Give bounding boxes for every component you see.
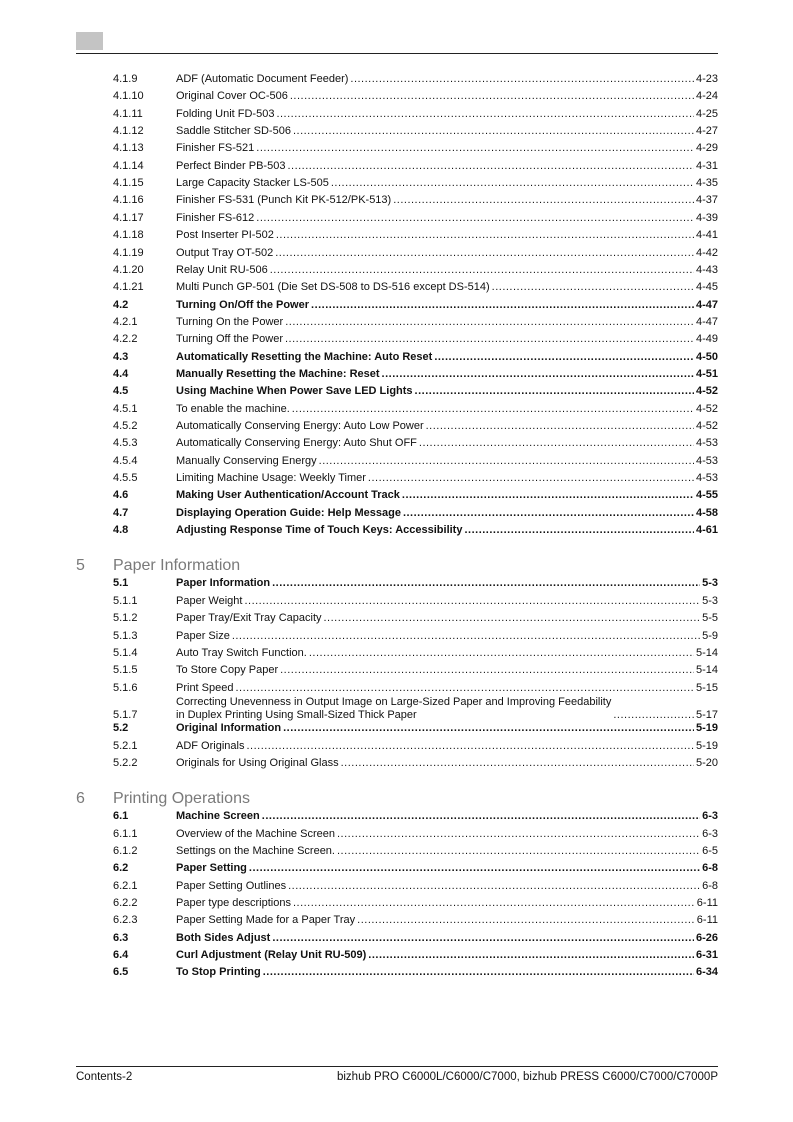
toc-entry-page: 4-61: [695, 524, 718, 537]
toc-entry-page: 4-50: [695, 350, 718, 363]
toc-entry-number: 5.1: [113, 577, 129, 590]
toc-entry-title: Print Speed: [176, 681, 234, 694]
toc-entry-page: 5-9: [702, 629, 718, 642]
toc-entry-number: 4.5: [113, 385, 129, 398]
toc-leader-dots: [415, 385, 694, 398]
toc-entry-page: 5-15: [695, 681, 718, 694]
toc-entry-title: Output Tray OT-502: [176, 246, 274, 259]
toc-leader-dots: [368, 472, 694, 485]
toc-entry-title: Machine Screen: [176, 810, 260, 823]
toc-entry-page: 5-19: [695, 722, 718, 735]
toc-entry[interactable]: [113, 897, 718, 910]
toc-entry-title: Saddle Stitcher SD-506: [176, 125, 291, 138]
toc-entry-title: Adjusting Response Time of Touch Keys: Accessibility: [176, 524, 463, 537]
toc-leader-dots: [285, 333, 694, 346]
toc-entry-title: Paper type descriptions: [176, 897, 291, 910]
toc-entry-number: 6.1: [113, 810, 129, 823]
toc-entry[interactable]: [113, 264, 718, 277]
toc-entry-number: 4.1.13: [113, 142, 144, 155]
toc-leader-dots: [464, 524, 694, 537]
toc-entry-title: Paper Information: [176, 577, 271, 590]
toc-entry-number: 4.7: [113, 506, 129, 519]
toc-leader-dots: [256, 142, 694, 155]
toc-entry[interactable]: [113, 281, 718, 294]
toc-entry-page: 6-8: [702, 862, 718, 875]
toc-entry[interactable]: [113, 949, 718, 962]
toc-leader-dots: [402, 489, 694, 502]
toc-entry-number: 5.2.2: [113, 756, 138, 769]
chapter-title: Printing Operations: [113, 790, 250, 808]
toc-entry-page: 6-26: [695, 931, 718, 944]
toc-entry-title-line2: in Duplex Printing Using Small-Sized Thick Paper: [176, 708, 417, 721]
toc-entry-number: 6.3: [113, 931, 129, 944]
toc-entry-title: Finisher FS-531 (Punch Kit PK-512/PK-513): [176, 194, 392, 207]
toc-entry[interactable]: [113, 845, 718, 858]
toc-entry[interactable]: [113, 577, 718, 590]
toc-leader-dots: [276, 229, 694, 242]
toc-entry-title: Making User Authentication/Account Track: [176, 489, 400, 502]
toc-entry[interactable]: [113, 612, 718, 625]
toc-entry-page: 4-47: [695, 298, 718, 311]
toc-entry[interactable]: [113, 351, 718, 364]
toc-entry-page: 4-51: [695, 367, 718, 380]
toc-entry-number: 4.1.21: [113, 281, 144, 294]
toc-entry-page: 4-24: [695, 90, 718, 103]
toc-entry[interactable]: [113, 664, 718, 677]
toc-entry[interactable]: [113, 880, 718, 893]
toc-entry-title-line2-wrap: [176, 709, 611, 722]
toc-entry-page: 4-27: [695, 125, 718, 138]
toc-entry-page: 4-39: [695, 211, 718, 224]
toc-entry-page: 6-31: [695, 949, 718, 962]
toc-entry[interactable]: [113, 420, 718, 433]
toc-leader-dots: [293, 125, 694, 138]
toc-entry-number: 6.5: [113, 966, 129, 979]
toc-entry-title: Paper Setting Outlines: [176, 879, 287, 892]
toc-entry-title: To enable the machine.: [176, 402, 290, 415]
toc-entry-title: Turning Off the Power: [176, 333, 283, 346]
toc-entry[interactable]: [113, 682, 718, 695]
toc-entry-number: 4.4: [113, 367, 129, 380]
toc-entry-page: 4-52: [695, 420, 718, 432]
toc-entry-page: 5-14: [695, 664, 718, 677]
header-rule: [76, 53, 718, 54]
toc-entry[interactable]: [113, 437, 718, 450]
toc-entry-title: Large Capacity Stacker LS-505: [176, 177, 329, 190]
toc-entry-title: Correcting Unevenness in Output Image on Large-Sized Paper and Improving Feedability: [176, 695, 612, 708]
toc-entry[interactable]: [113, 455, 718, 468]
toc-entry[interactable]: [113, 647, 718, 660]
toc-entry[interactable]: [113, 368, 718, 381]
toc-leader-dots: [613, 709, 694, 722]
toc-entry[interactable]: [113, 810, 718, 823]
toc-entry-number: 5.1.7: [113, 708, 138, 721]
toc-leader-dots: [393, 194, 694, 207]
toc-entry-page: 4-49: [695, 333, 718, 346]
toc-entry-number: 5.1.6: [113, 681, 138, 694]
toc-entry-number: 4.3: [113, 350, 129, 363]
toc-entry[interactable]: [113, 229, 718, 242]
toc-entry[interactable]: [113, 316, 718, 329]
toc-entry[interactable]: [113, 757, 718, 770]
toc-entry[interactable]: [113, 247, 718, 260]
toc-leader-dots: [331, 177, 694, 190]
toc-entry-title: Curl Adjustment (Relay Unit RU-509): [176, 949, 367, 962]
toc-leader-dots: [426, 420, 694, 433]
toc-entry-page: 5-19: [695, 739, 718, 752]
toc-entry-page: 5-3: [702, 594, 718, 607]
toc-entry-title: Manually Resetting the Machine: Reset: [176, 367, 380, 380]
toc-leader-dots: [324, 612, 701, 625]
toc-leader-dots: [287, 160, 694, 173]
toc-entry-number: 4.1.9: [113, 73, 138, 85]
toc-entry-number: 4.1.17: [113, 211, 144, 224]
toc-entry-page: 4-31: [695, 159, 718, 172]
toc-entry-title: Automatically Resetting the Machine: Auto Reset: [176, 350, 433, 363]
toc-entry-page: 5-3: [702, 577, 718, 590]
toc-entry-number: 4.8: [113, 524, 129, 537]
toc-entry-title: Paper Weight: [176, 594, 243, 607]
toc-entry-number: 4.2.2: [113, 333, 138, 346]
chapter-number: 6: [76, 790, 85, 808]
toc-entry-number: 5.2.1: [113, 739, 138, 752]
toc-entry[interactable]: [113, 932, 718, 945]
toc-leader-dots: [311, 299, 694, 312]
toc-entry[interactable]: [113, 108, 718, 121]
toc-entry-number: 5.1.3: [113, 629, 138, 642]
toc-leader-dots: [283, 722, 694, 735]
toc-entry[interactable]: [113, 177, 718, 190]
toc-entry-title: ADF (Automatic Document Feeder): [176, 73, 349, 85]
toc-entry-page: 4-53: [695, 472, 718, 485]
toc-entry-page: 4-55: [695, 489, 718, 502]
toc-entry[interactable]: [113, 212, 718, 225]
toc-entry[interactable]: [113, 90, 718, 103]
toc-entry[interactable]: [113, 740, 718, 753]
toc-leader-dots: [419, 437, 694, 450]
toc-entry[interactable]: [113, 333, 718, 346]
toc-entry[interactable]: [113, 524, 718, 537]
toc-entry-title: Finisher FS-521: [176, 142, 255, 155]
toc-leader-dots: [244, 595, 700, 608]
toc-leader-dots: [276, 108, 694, 121]
toc-entry[interactable]: [113, 73, 718, 86]
chapter-number: 5: [76, 557, 85, 575]
toc-entry[interactable]: [113, 489, 718, 502]
toc-entry[interactable]: [113, 142, 718, 155]
toc-entry-page: 6-11: [696, 897, 718, 910]
chapter-heading: [76, 790, 716, 808]
toc-entry-title: Turning On/Off the Power: [176, 298, 310, 311]
toc-leader-dots: [246, 740, 694, 753]
toc-leader-dots: [341, 757, 694, 770]
toc-leader-dots: [382, 368, 694, 381]
footer-product-name: bizhub PRO C6000L/C6000/C7000, bizhub PRESS C6000/C7000/C7000P: [336, 1071, 718, 1083]
toc-entry-title: To Store Copy Paper: [176, 664, 279, 677]
toc-entry-number: 4.2.1: [113, 315, 138, 328]
toc-leader-dots: [249, 862, 700, 875]
toc-entry-page: 4-25: [695, 107, 718, 120]
toc-leader-dots: [337, 845, 700, 858]
toc-entry-title: Folding Unit FD-503: [176, 107, 275, 120]
toc-entry-page: 4-58: [695, 506, 718, 519]
toc-leader-dots: [368, 949, 694, 962]
toc-entry[interactable]: [113, 914, 718, 927]
toc-entry-title: Perfect Binder PB-503: [176, 159, 286, 172]
toc-entry-number: 6.2.2: [113, 897, 138, 910]
toc-leader-dots: [319, 455, 694, 468]
toc-entry-page: 5-14: [695, 646, 718, 659]
toc-leader-dots: [288, 880, 700, 893]
toc-entry-number: 5.1.5: [113, 664, 138, 677]
toc-entry-number: 6.4: [113, 949, 129, 962]
toc-entry[interactable]: [113, 194, 718, 207]
toc-entry-number: 4.1.10: [113, 90, 144, 103]
toc-leader-dots: [292, 403, 694, 416]
toc-entry-title: Paper Tray/Exit Tray Capacity: [176, 612, 322, 625]
toc-leader-dots: [263, 966, 694, 979]
toc-entry[interactable]: [113, 966, 718, 979]
toc-entry-number: 5.1.1: [113, 594, 138, 607]
toc-entry[interactable]: [113, 595, 718, 608]
toc-entry-number: 4.5.3: [113, 437, 138, 450]
toc-entry-title: Original Information: [176, 722, 282, 735]
toc-entry-number: 4.5.5: [113, 472, 138, 485]
toc-entry-number: 4.1.11: [113, 107, 143, 120]
toc-entry-title: Automatically Conserving Energy: Auto Shut OFF: [176, 437, 417, 450]
toc-leader-dots: [350, 73, 694, 86]
toc-entry-page: 4-41: [695, 229, 718, 242]
toc-entry[interactable]: [113, 696, 718, 722]
toc-entry-number: 5.1.4: [113, 646, 138, 659]
toc-leader-dots: [280, 664, 694, 677]
toc-entry[interactable]: [113, 125, 718, 138]
toc-entry[interactable]: [113, 862, 718, 875]
toc-entry-page: 5-17: [695, 708, 718, 721]
toc-entry-page: 4-47: [695, 315, 718, 328]
chapter-title: Paper Information: [113, 557, 241, 575]
toc-entry-number: 4.5.4: [113, 454, 138, 467]
toc-entry-page: 5-20: [695, 756, 718, 769]
toc-entry-title: Automatically Conserving Energy: Auto Low Power: [176, 420, 424, 432]
toc-entry-number: 5.2: [113, 722, 129, 735]
toc-leader-dots: [235, 682, 693, 695]
toc-entry-page: 6-11: [696, 914, 718, 927]
toc-entry-title: Limiting Machine Usage: Weekly Timer: [176, 472, 366, 485]
toc-entry-title: Original Cover OC-506: [176, 90, 288, 103]
toc-entry-title: To Stop Printing: [176, 966, 261, 979]
toc-leader-dots: [293, 897, 695, 910]
toc-leader-dots: [232, 630, 700, 643]
toc-leader-dots: [272, 577, 700, 590]
toc-entry-number: 6.2: [113, 862, 129, 875]
toc-entry-title: Originals for Using Original Glass: [176, 756, 339, 769]
toc-entry[interactable]: [113, 507, 718, 520]
toc-entry-page: 4-43: [695, 263, 718, 276]
toc-entry[interactable]: [113, 828, 718, 841]
footer-rule: [76, 1066, 718, 1067]
chapter-heading: [76, 557, 716, 575]
toc-entry-title: Both Sides Adjust: [176, 931, 271, 944]
toc-entry-page: 4-45: [695, 281, 718, 294]
toc-entry-page: 6-5: [702, 845, 718, 857]
toc-entry-title: Finisher FS-612: [176, 211, 255, 224]
toc-entry-page: 4-42: [695, 246, 718, 259]
toc-entry-number: 4.1.18: [113, 229, 144, 242]
toc-entry-number: 4.1.14: [113, 159, 144, 172]
toc-entry-title: Post Inserter PI-502: [176, 229, 274, 242]
toc-leader-dots: [285, 316, 694, 329]
toc-entry-number: 6.1.2: [113, 845, 138, 857]
toc-entry-page: 4-35: [695, 177, 718, 190]
toc-entry-page: 4-29: [695, 142, 718, 155]
toc-entry-title: Settings on the Machine Screen.: [176, 845, 335, 857]
toc-entry-number: 4.1.19: [113, 246, 144, 259]
toc-entry-page: 4-53: [695, 454, 718, 467]
toc-entry-page: 4-23: [695, 73, 718, 85]
toc-entry-number: 4.5.2: [113, 420, 138, 432]
toc-leader-dots: [290, 90, 694, 103]
toc-leader-dots: [337, 828, 700, 841]
toc-entry-title: Relay Unit RU-506: [176, 263, 268, 276]
toc-entry-number: 4.5.1: [113, 402, 138, 415]
toc-entry[interactable]: [113, 403, 718, 416]
toc-entry-title: Paper Size: [176, 629, 230, 642]
toc-entry-page: 4-52: [695, 402, 718, 415]
toc-entry-title: Overview of the Machine Screen: [176, 827, 335, 840]
toc-entry-page: 4-37: [695, 194, 718, 207]
toc-entry-number: 6.2.3: [113, 914, 138, 927]
toc-entry-number: 4.1.20: [113, 263, 144, 276]
footer-page-label: Contents-2: [76, 1071, 133, 1083]
toc-leader-dots: [275, 247, 694, 260]
toc-entry[interactable]: [113, 722, 718, 735]
toc-entry[interactable]: [113, 385, 718, 398]
toc-entry-title: ADF Originals: [176, 739, 245, 752]
toc-entry-page: 6-3: [702, 827, 718, 840]
toc-entry-number: 4.2: [113, 298, 129, 311]
toc-entry-title-wrap: [176, 696, 611, 722]
toc-entry-number: 6.1.1: [113, 827, 138, 840]
toc-entry-page: 5-5: [702, 612, 718, 625]
toc-entry-number: 4.6: [113, 489, 129, 502]
toc-entry-title: Multi Punch GP-501 (Die Set DS-508 to DS-516 except DS-514): [176, 281, 490, 294]
toc-entry-title: Paper Setting: [176, 862, 247, 875]
toc-entry[interactable]: [113, 472, 718, 485]
toc-entry-number: 4.1.15: [113, 177, 144, 190]
toc-entry-page: 6-3: [702, 810, 718, 823]
toc-entry-number: 6.2.1: [113, 879, 138, 892]
toc-leader-dots: [357, 914, 695, 927]
toc-entry-number: 4.1.12: [113, 125, 144, 138]
toc-entry-title: Turning On the Power: [176, 315, 284, 328]
toc-entry-page: 6-8: [702, 879, 718, 892]
toc-entry[interactable]: [113, 630, 718, 643]
toc-entry[interactable]: [113, 299, 718, 312]
toc-entry[interactable]: [113, 160, 718, 173]
toc-leader-dots: [309, 647, 694, 660]
toc-entry-title: Manually Conserving Energy: [176, 454, 317, 467]
toc-entry-number: 5.1.2: [113, 612, 138, 625]
toc-leader-dots: [256, 212, 694, 225]
toc-entry-page: 4-52: [695, 385, 718, 398]
toc-leader-dots: [434, 351, 694, 364]
toc-entry-title: Displaying Operation Guide: Help Message: [176, 506, 401, 519]
toc-leader-dots: [270, 264, 694, 277]
toc-entry-title: Auto Tray Switch Function.: [176, 646, 307, 659]
toc-leader-dots: [262, 810, 700, 823]
toc-entry-number: 4.1.16: [113, 194, 144, 207]
toc-entry-title: Paper Setting Made for a Paper Tray: [176, 914, 356, 927]
header-marker: [76, 32, 103, 50]
toc-leader-dots: [403, 507, 694, 520]
toc-leader-dots: [272, 932, 694, 945]
toc-leader-dots: [492, 281, 694, 294]
toc-entry-page: 4-53: [695, 437, 718, 450]
toc-entry-title: Using Machine When Power Save LED Lights: [176, 385, 413, 398]
toc-entry-page: 6-34: [695, 966, 718, 979]
